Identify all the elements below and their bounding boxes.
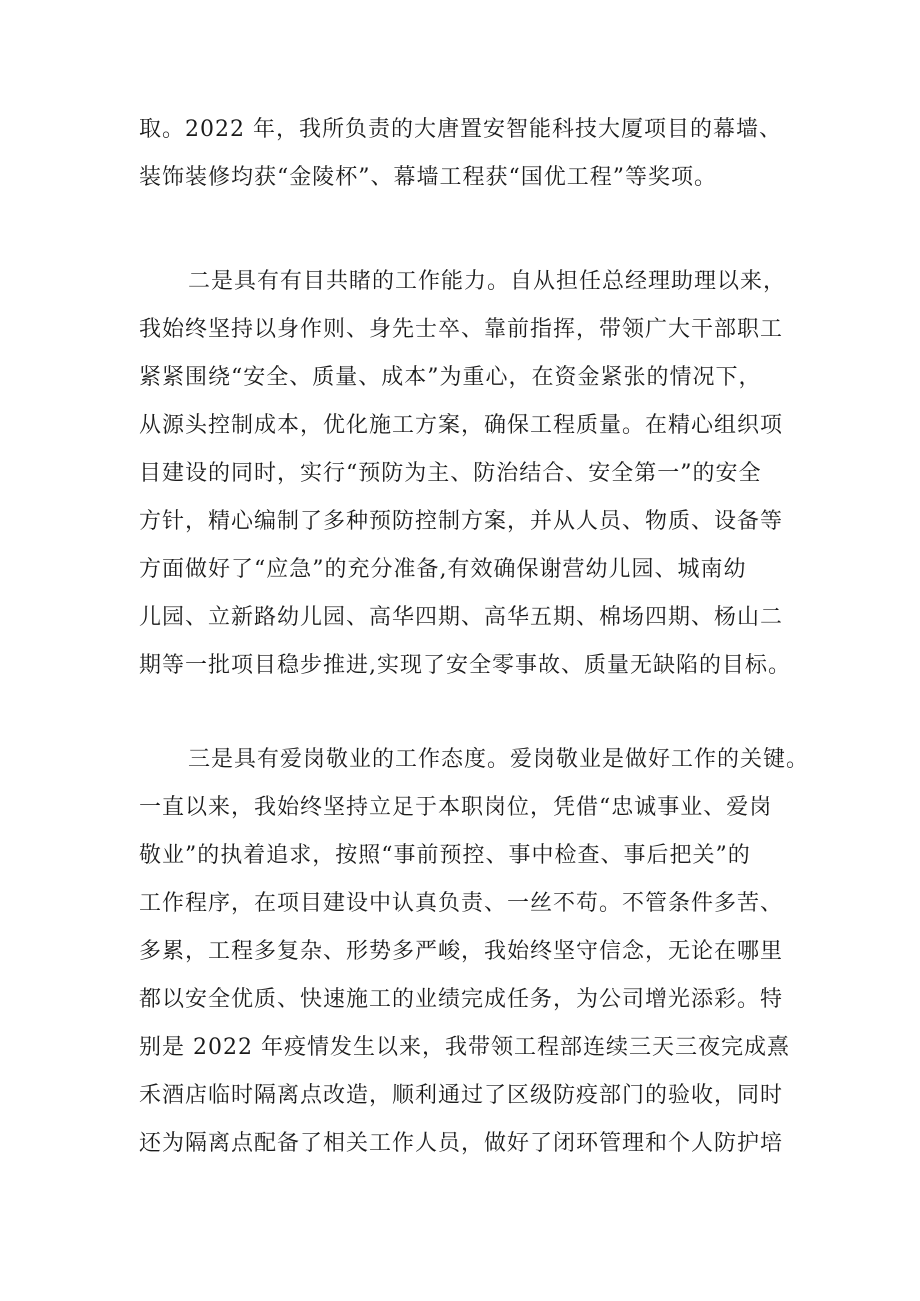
paragraph-2-line-3: 紧紧围绕“安全、质量、成本”为重心，在资金紧张的情况下， [139,365,762,390]
paragraph-3-line-6: 都以安全优质、快速施工的业绩完成任务，为公司增光添彩。特 [139,987,784,1012]
paragraph-2-line-8: 儿园、立新路幼儿园、高华四期、高华五期、棉场四期、杨山二 [139,605,784,630]
paragraph-2-line-1: 二是具有有目共睹的工作能力。自从担任总经理助理以来， [188,269,787,294]
paragraph-3-line-8: 禾酒店临时隔离点改造，顺利通过了区级防疫部门的验收，同时 [139,1083,784,1108]
paragraph-3-line-7: 别是 2022 年疫情发生以来，我带领工程部连续三天三夜完成熹 [139,1035,790,1060]
paragraph-1-line-2: 装饰装修均获“金陵杯”、幕墙工程获“国优工程”等奖项。 [139,165,717,190]
paragraph-3-line-2: 一直以来，我始终坚持立足于本职岗位，凭借“忠诚事业、爱岗 [139,795,773,820]
paragraph-3-line-3: 敬业”的执着追求，按照“事前预控、事中检查、事后把关”的 [139,843,751,868]
paragraph-3-line-1: 三是具有爱岗敬业的工作态度。爱岗敬业是做好工作的关键。 [188,747,810,772]
paragraph-3-line-9: 还为隔离点配备了相关工作人员，做好了闭环管理和个人防护培 [139,1131,784,1156]
paragraph-3-line-5: 多累，工程多复杂、形势多严峻，我始终坚守信念，无论在哪里 [139,939,784,964]
paragraph-2-line-5: 目建设的同时，实行“预防为主、防治结合、安全第一”的安全 [139,461,762,486]
paragraph-3-line-4: 工作程序，在项目建设中认真负责、一丝不苟。不管条件多苦、 [139,891,784,916]
paragraph-2-line-6: 方针，精心编制了多种预防控制方案，并从人员、物质、设备等 [139,509,784,534]
paragraph-2-line-9: 期等一批项目稳步推进,实现了安全零事故、质量无缺陷的目标。 [139,653,791,678]
paragraph-2-line-2: 我始终坚持以身作则、身先士卒、靠前指挥，带领广大干部职工 [139,317,784,342]
paragraph-2-line-7: 方面做好了“应急”的充分准备,有效确保谢营幼儿园、城南幼 [139,557,747,582]
paragraph-2-line-4: 从源头控制成本，优化施工方案，确保工程质量。在精心组织项 [139,413,784,438]
paragraph-1-line-1: 取。2022 年，我所负责的大唐置安智能科技大厦项目的幕墙、 [139,117,782,142]
